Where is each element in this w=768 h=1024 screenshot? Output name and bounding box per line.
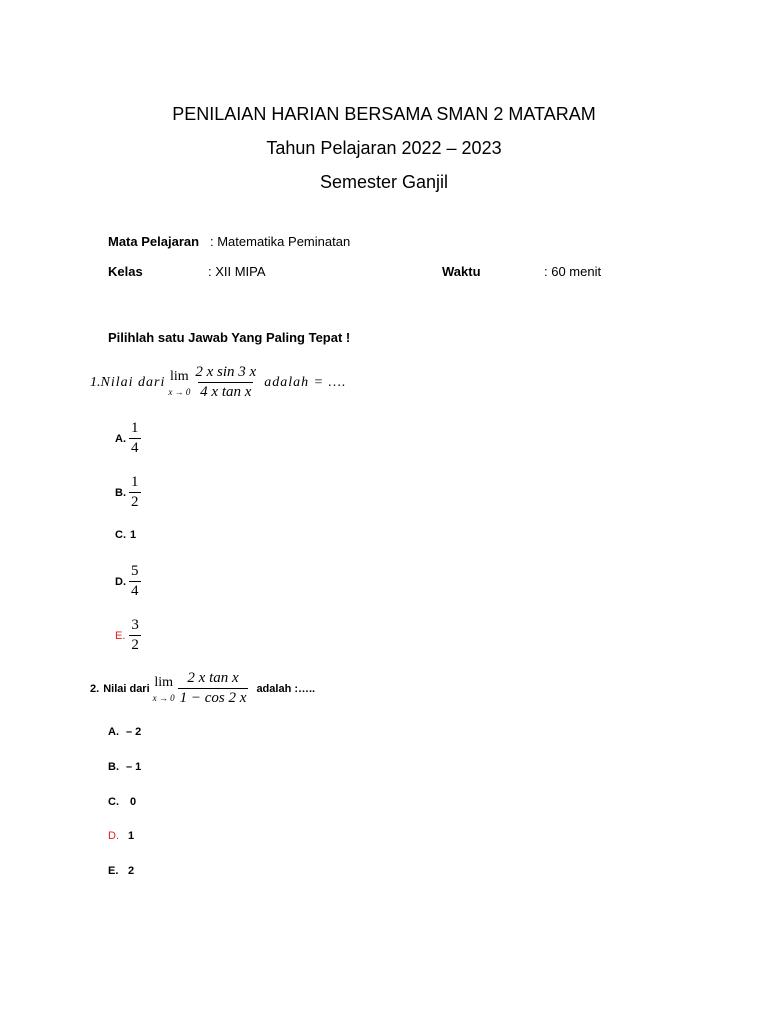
option-letter: C.	[108, 796, 119, 808]
q2-option-b[interactable]	[108, 761, 141, 773]
option-value: 1	[128, 830, 135, 842]
option-letter: A.	[108, 726, 119, 738]
option-letter: B.	[115, 486, 126, 499]
option-value: – 2	[126, 726, 142, 738]
q2-option-a[interactable]	[108, 726, 141, 738]
limit-subscript: x → 0	[152, 692, 175, 703]
option-value: 2	[128, 865, 135, 877]
fraction-denominator: 2	[131, 494, 139, 510]
question-2-prefix: Nilai dari	[103, 682, 150, 695]
option-letter: C.	[115, 529, 126, 541]
fraction-denominator: 4 x tan x	[200, 384, 252, 400]
class-value: : XII MIPA	[208, 264, 266, 279]
subject-label: Mata Pelajaran	[108, 234, 200, 249]
q1-option-b[interactable]	[115, 474, 141, 511]
option-fraction	[129, 420, 141, 457]
question-2-limit	[153, 675, 175, 703]
option-letter-correct: E.	[115, 629, 126, 642]
fraction-numerator: 2 x sin 3 x	[195, 364, 257, 380]
option-value: 1	[130, 529, 137, 541]
semester: Semester Ganjil	[319, 172, 449, 192]
q2-option-d[interactable]	[108, 830, 134, 842]
option-fraction	[129, 617, 141, 654]
limit-word: lim	[170, 368, 189, 384]
question-2-number: 2.	[90, 682, 100, 695]
question-1-number: 1.	[90, 374, 101, 390]
q1-option-c[interactable]	[115, 529, 136, 541]
q2-option-e[interactable]	[108, 865, 134, 877]
q1-option-a[interactable]	[115, 420, 141, 457]
document-title: PENILAIAN HARIAN BERSAMA SMAN 2 MATARAM	[172, 104, 596, 124]
option-fraction	[129, 563, 141, 600]
instruction-text: Pilihlah satu Jawab Yang Paling Tepat !	[108, 330, 351, 345]
class-label: Kelas	[108, 264, 143, 279]
q1-option-e[interactable]	[115, 617, 141, 654]
option-letter: A.	[115, 432, 126, 445]
question-1-limit	[168, 369, 190, 397]
time-value: : 60 menit	[544, 264, 602, 279]
limit-word: lim	[154, 674, 173, 690]
question-2	[90, 670, 315, 707]
option-value: 0	[130, 796, 137, 808]
time-label: Waktu	[442, 264, 481, 279]
question-1-prefix: Nilai dari	[100, 374, 166, 390]
question-1	[90, 364, 346, 401]
q1-option-d[interactable]	[115, 563, 141, 600]
question-1-fraction	[193, 364, 258, 401]
option-letter: E.	[108, 865, 119, 877]
academic-year: Tahun Pelajaran 2022 – 2023	[266, 138, 502, 158]
option-letter: D.	[115, 575, 126, 588]
fraction-denominator: 2	[131, 637, 139, 653]
option-value: – 1	[126, 761, 142, 773]
subject-value: : Matematika Peminatan	[210, 234, 351, 249]
fraction-denominator: 4	[131, 583, 139, 599]
question-2-suffix: adalah :…..	[256, 682, 316, 695]
option-fraction	[129, 474, 141, 511]
fraction-numerator: 2 x tan x	[187, 670, 239, 686]
option-letter-correct: D.	[108, 830, 119, 842]
limit-subscript: x → 0	[168, 386, 191, 397]
fraction-denominator: 4	[131, 440, 139, 456]
question-2-fraction	[178, 670, 249, 707]
fraction-denominator: 1 − cos 2 x	[179, 690, 247, 706]
fraction-numerator: 5	[131, 563, 139, 579]
fraction-numerator: 3	[131, 617, 139, 633]
fraction-numerator: 1	[131, 474, 139, 490]
option-letter: B.	[108, 761, 119, 773]
question-1-suffix: adalah = ….	[264, 374, 347, 390]
fraction-numerator: 1	[131, 420, 139, 436]
q2-option-c[interactable]	[108, 796, 136, 808]
